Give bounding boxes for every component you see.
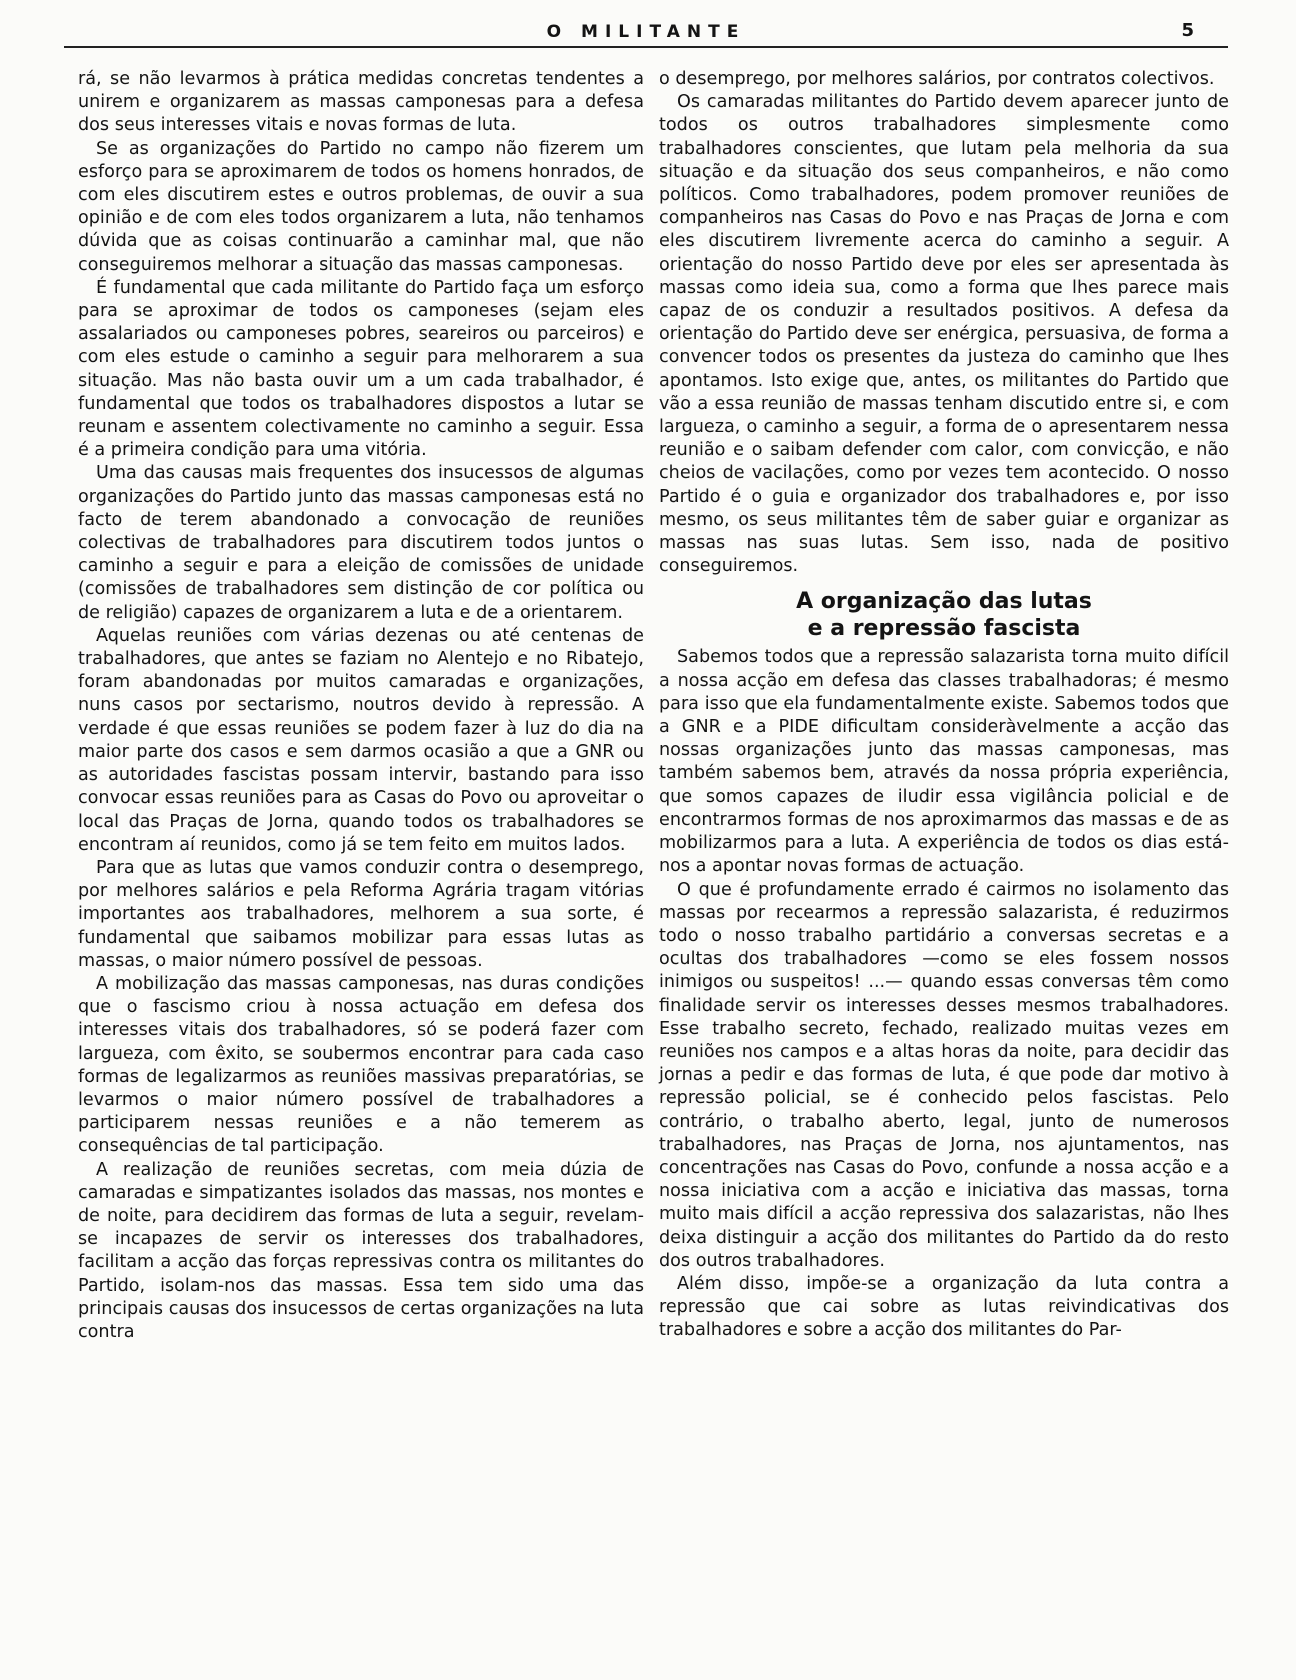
paragraph: A realização de reuniões secretas, com meia dúzia de camaradas e simpatizantes isolados das massas, nos montes e de noite, para decidirem das formas de luta a seguir, revelam-se incapazes de servir os interesses dos trabalhadores, facilitam a acção das forças repressivas contra os militantes do Partido, isolam-nos das massas. Essa tem sido uma das principais causas dos insucessos de certas organizações na luta contra <box>78 1159 644 1342</box>
paragraph: Se as organizações do Partido no campo não fizerem um esforço para se aproximarem de todos os homens honrados, de com eles discutirem estes e outros problemas, de ouvir a sua opinião e de com eles todos organizarem a luta, não tenhamos dúvida que as coisas continuarão a caminhar mal, que não conseguiremos melhorar a situação das massas camponesas. <box>78 138 644 275</box>
paragraph: o desemprego, por melhores salários, por contratos colectivos. <box>659 69 1215 89</box>
paragraph: Uma das causas mais frequentes dos insucessos de algumas organizações do Partido junto das massas camponesas está no facto de terem abandonado a convocação de reuniões colectivas de trabalhadores para discutirem todos juntos o caminho a seguir e para a eleição de comissões de unidade (comissões de trabalhadores sem distinção de cor política ou de religião) capazes de organizarem a luta e de a orientarem. <box>78 463 644 623</box>
page-number: 5 <box>1181 20 1194 41</box>
paragraph: Sabemos todos que a repressão salazarista torna muito difícil a nossa acção em defesa das classes trabalhadoras; é mesmo para isso que ela fundamentalmente existe. Sabemos todos que a GNR e a PIDE dificultam consideràvelmente a acção das nossas organizações junto das massas camponesas, mas também sabemos bem, através da nossa própria experiência, que somos capazes de iludir essa vigilância policial e de encontrarmos formas de nos aproximarmos das massas e de as mobilizarmos para a luta. A experiência de todos os dias está-nos a apontar novas formas de actuação. <box>659 647 1229 877</box>
paragraph: Aquelas reuniões com várias dezenas ou até centenas de trabalhadores, que antes se faziam no Alentejo e no Ribatejo, foram abandonadas por muitos camaradas e organizações, nuns casos por sectarismo, noutros devido à repressão. A verdade é que essas reuniões se podem fazer à luz do dia na maior parte dos casos e sem darmos ocasião a que a GNR ou as autoridades fascistas possam intervir, bastando para isso convocar essas reuniões para as Casas do Povo ou aproveitar o local das Praças de Jorna, quando todos os trabalhadores se encontram aí reunidos, como já se tem feito em muitos lados. <box>78 625 644 855</box>
right-column <box>659 68 1229 1343</box>
section-heading <box>659 588 1229 642</box>
paragraph: Para que as lutas que vamos conduzir contra o desemprego, por melhores salários e pela Reforma Agrária tragam vitórias importantes aos trabalhadores, melhorem a sua sorte, é fundamental que saibamos mobilizar para essas lutas as massas, o maior número possível de pessoas. <box>78 857 644 971</box>
paragraph: Além disso, impõe-se a organização da luta contra a repressão que cai sobre as lutas reivindicativas dos trabalhadores e sobre a acção dos militantes do Par- <box>659 1273 1229 1341</box>
left-column <box>78 68 644 1344</box>
page-header <box>64 16 1228 48</box>
paragraph: rá, se não levarmos à prática medidas concretas tendentes a unirem e organizarem as massas camponesas para a defesa dos seus interesses vitais e novas formas de luta. <box>78 69 644 136</box>
section-heading-line-2: e a repressão fascista <box>807 616 1081 642</box>
paragraph: É fundamental que cada militante do Partido faça um esforço para se aproximar de todos os camponeses (sejam eles assalariados ou camponeses pobres, seareiros ou parceiros) e com eles estude o caminho a seguir para melhorarem a sua situação. Mas não basta ouvir um a um cada trabalhador, é fundamental que todos os trabalhadores dispostos a lutar se reunam e assentem colectivamente no caminho a seguir. Essa é a primeira condição para uma vitória. <box>78 277 644 461</box>
section-heading-line-1: A organização das lutas <box>796 589 1092 615</box>
publication-title: O MILITANTE <box>546 22 746 42</box>
paragraph: Os camaradas militantes do Partido devem aparecer junto de todos os outros trabalhadores simplesmente como trabalhadores conscientes, que lutam pela melhoria da sua situação e da situação dos seus companheiros, e não como políticos. Como trabalhadores, podem promover reuniões de companheiros nas Casas do Povo e nas Praças de Jorna e com eles discutirem livremente acerca do caminho a seguir. A orientação do nosso Partido deve por eles ser apresentada às massas como ideia sua, como a forma que lhes parece mais capaz de os conduzir a resultados positivos. A defesa da orientação do Partido deve ser enérgica, persuasiva, de forma a convencer todos os presentes da justeza do caminho que lhes apontamos. Isto exige que, antes, os militantes do Partido que vão a essa reunião de massas tenham discutido entre si, e com largueza, o caminho a seguir, a forma de o apresentarem nessa reunião e o saibam defender com calor, com convicção, e não cheios de vacilações, como por vezes tem acontecido. O nosso Partido é o guia e organizador dos trabalhadores e, por isso mesmo, os seus militantes têm de saber guiar e organizar as massas nas suas lutas. Sem isso, nada de positivo conseguiremos. <box>659 92 1229 577</box>
paragraph: O que é profundamente errado é cairmos no isolamento das massas por recearmos a repressão salazarista, é reduzirmos todo o nosso trabalho partidário a conversas secretas e a ocultas dos trabalhadores —como se eles fossem nossos inimigos ou suspeitos! ...— quando essas conversas têm como finalidade servir os interesses desses mesmos trabalhadores. Esse trabalho secreto, fechado, realizado muitas vezes em reuniões nos campos e a altas horas da noite, para decidir das jornas a pedir e das formas de luta, é que pode dar motivo à repressão policial, se é conhecido pelos fascistas. Pelo contrário, o trabalho aberto, legal, junto de numerosos trabalhadores, nas Praças de Jorna, nos ajuntamentos, nas concentrações nas Casas do Povo, confunde a nossa acção e a nossa iniciativa com a acção e iniciativa das massas, torna muito mais difícil a acção repressiva dos salazaristas, não lhes deixa distinguir a acção dos militantes do Partido da do resto dos outros trabalhadores. <box>659 879 1229 1271</box>
paragraph: A mobilização das massas camponesas, nas duras condições que o fascismo criou à nossa actuação em defesa dos interesses vitais dos trabalhadores, só se poderá fazer com largueza, com êxito, se soubermos encontrar para cada caso formas de legalizarmos as reuniões massivas preparatórias, se levarmos o maior número possível de trabalhadores a participarem nessas reuniões e a não temerem as consequências de tal participação. <box>78 973 644 1157</box>
